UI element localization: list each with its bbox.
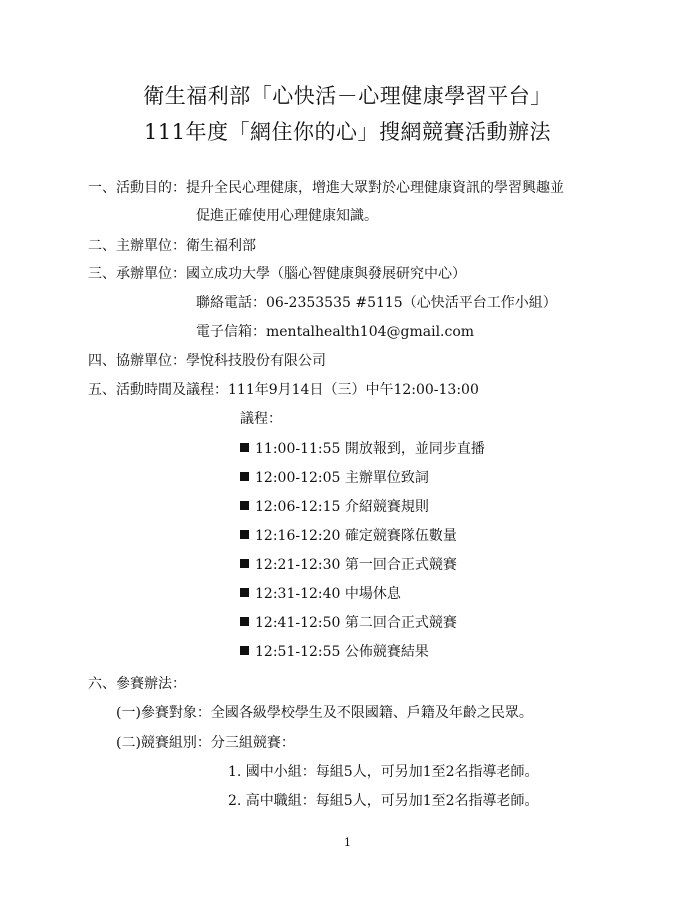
section-2-label: 二、主辦單位：	[88, 238, 186, 254]
section-3	[88, 264, 466, 284]
square-bullet-icon	[240, 530, 249, 539]
section-3-text: 國立成功大學（腦心智健康與發展研究中心）	[186, 266, 466, 282]
section-6-label: 六、參賽辦法：	[88, 676, 186, 692]
agenda-item: 12:21-12:30 第一回合正式競賽	[240, 555, 457, 575]
square-bullet-icon	[240, 472, 249, 481]
square-bullet-icon	[240, 646, 249, 655]
section-6-sub1: (一)參賽對象：全國各級學校學生及不限國籍、戶籍及年齡之民眾。	[116, 705, 533, 721]
section-1-text: 提升全民心理健康，增進大眾對於心理健康資訊的學習興趣並	[186, 180, 564, 196]
section-1-continuation: 促進正確使用心理健康知識。	[196, 208, 378, 224]
square-bullet-icon	[240, 501, 249, 510]
square-bullet-icon	[240, 559, 249, 568]
section-2-text: 衛生福利部	[186, 238, 256, 254]
section-4	[88, 351, 326, 371]
square-bullet-icon	[240, 588, 249, 597]
agenda-item: 12:16-12:20 確定競賽隊伍數量	[240, 526, 457, 546]
group-item: 1. 國中小組：每組5人，可另加1至2名指導老師。	[228, 764, 539, 780]
contact-email: 電子信箱：mentalhealth104@gmail.com	[196, 324, 475, 340]
group-item: 2. 高中職組：每組5人，可另加1至2名指導老師。	[228, 793, 539, 809]
section-3-label: 三、承辦單位：	[88, 266, 186, 282]
section-5-label: 五、活動時間及議程：	[88, 382, 228, 398]
agenda-item: 12:41-12:50 第二回合正式競賽	[240, 613, 457, 633]
agenda-label: 議程：	[240, 411, 282, 427]
section-6-sub2: (二)競賽組別：分三組競賽：	[116, 735, 295, 751]
agenda-item: 12:00-12:05 主辦單位致詞	[240, 468, 429, 488]
contact-phone: 聯絡電話：06-2353535 #5115（心快活平台工作小組）	[196, 295, 557, 311]
section-5-text: 111年9月14日（三）中午12:00-13:00	[228, 382, 479, 398]
section-4-text: 學悅科技股份有限公司	[186, 353, 326, 369]
agenda-item: 12:31-12:40 中場休息	[240, 584, 401, 604]
agenda-item: 12:06-12:15 介紹競賽規則	[240, 497, 429, 517]
section-5	[88, 380, 479, 400]
section-1-label: 一、活動目的：	[88, 180, 186, 196]
section-2	[88, 236, 256, 256]
square-bullet-icon	[240, 443, 249, 452]
section-4-label: 四、協辦單位：	[88, 353, 186, 369]
square-bullet-icon	[240, 617, 249, 626]
section-1	[88, 178, 564, 198]
agenda-item: 11:00-11:55 開放報到，並同步直播	[240, 439, 485, 459]
agenda-item: 12:51-12:55 公佈競賽結果	[240, 642, 429, 662]
document-title-line1: 衛生福利部「心快活－心理健康學習平台」	[143, 84, 552, 108]
page-number: 1	[344, 836, 351, 849]
document-title-line2: 111年度「網住你的心」搜網競賽活動辦法	[143, 120, 552, 144]
